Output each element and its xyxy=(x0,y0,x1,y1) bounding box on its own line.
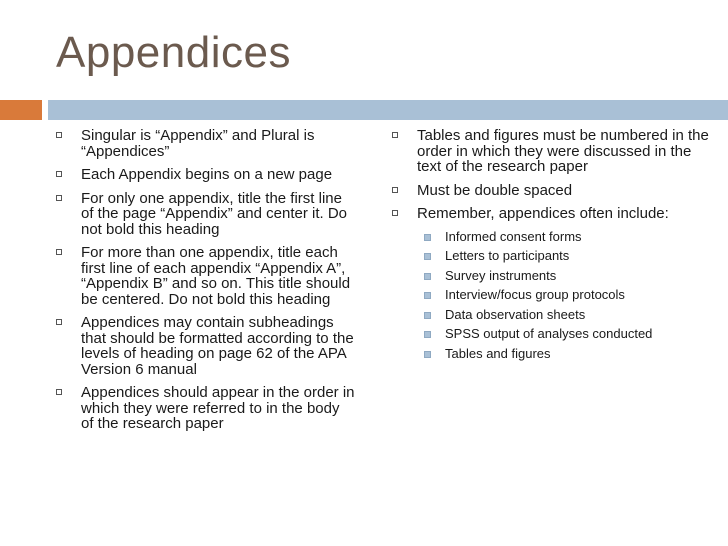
list-item: For only one appendix, title the first line of the page “Appendix” and center it. Do not bold this heading xyxy=(56,191,356,238)
square-bullet-icon xyxy=(56,389,62,395)
sub-bullet-list xyxy=(422,230,712,361)
left-bullet-list xyxy=(56,128,356,432)
list-item: Tables and figures must be numbered in the order in which they were discussed in the text of the research paper xyxy=(392,128,712,175)
list-item: Appendices should appear in the order in which they were referred to in the body of the research paper xyxy=(56,385,356,432)
list-item: Appendices may contain subheadings that should be formatted according to the levels of heading on page 62 of the APA Version 6 manual xyxy=(56,315,356,377)
square-bullet-icon xyxy=(392,210,398,216)
left-column xyxy=(56,128,356,440)
list-item: Singular is “Appendix” and Plural is “Appendices” xyxy=(56,128,356,159)
right-bullet-list xyxy=(392,128,712,361)
filled-square-bullet-icon xyxy=(424,253,431,260)
square-bullet-icon xyxy=(56,195,62,201)
filled-square-bullet-icon xyxy=(424,312,431,319)
filled-square-bullet-icon xyxy=(424,351,431,358)
sub-list-item: SPSS output of analyses conducted xyxy=(422,327,712,341)
sub-list-item: Interview/focus group protocols xyxy=(422,288,712,302)
filled-square-bullet-icon xyxy=(424,331,431,338)
sub-list-item: Survey instruments xyxy=(422,269,712,283)
sub-list-item: Letters to participants xyxy=(422,249,712,263)
accent-bar xyxy=(0,100,42,120)
list-item: Must be double spaced xyxy=(392,183,712,199)
right-column xyxy=(392,128,712,369)
slide-title: Appendices xyxy=(56,28,291,77)
square-bullet-icon xyxy=(56,132,62,138)
square-bullet-icon xyxy=(392,187,398,193)
sub-list-item: Tables and figures xyxy=(422,347,712,361)
square-bullet-icon xyxy=(56,319,62,325)
header-bar xyxy=(48,100,728,120)
square-bullet-icon xyxy=(56,249,62,255)
filled-square-bullet-icon xyxy=(424,234,431,241)
sub-list-item: Data observation sheets xyxy=(422,308,712,322)
filled-square-bullet-icon xyxy=(424,292,431,299)
list-item: For more than one appendix, title each first line of each appendix “Appendix A”, “Appendix B” and so on. This title should be centered. Do not bold this heading xyxy=(56,245,356,307)
sub-list-item: Informed consent forms xyxy=(422,230,712,244)
square-bullet-icon xyxy=(392,132,398,138)
list-item: Remember, appendices often include: Informed consent forms Letters to participants Survey instruments Interview/focus group protocols Data observation sheets SPSS output of analyses conducted Tables and figures xyxy=(392,206,712,361)
filled-square-bullet-icon xyxy=(424,273,431,280)
list-item: Each Appendix begins on a new page xyxy=(56,167,356,183)
square-bullet-icon xyxy=(56,171,62,177)
